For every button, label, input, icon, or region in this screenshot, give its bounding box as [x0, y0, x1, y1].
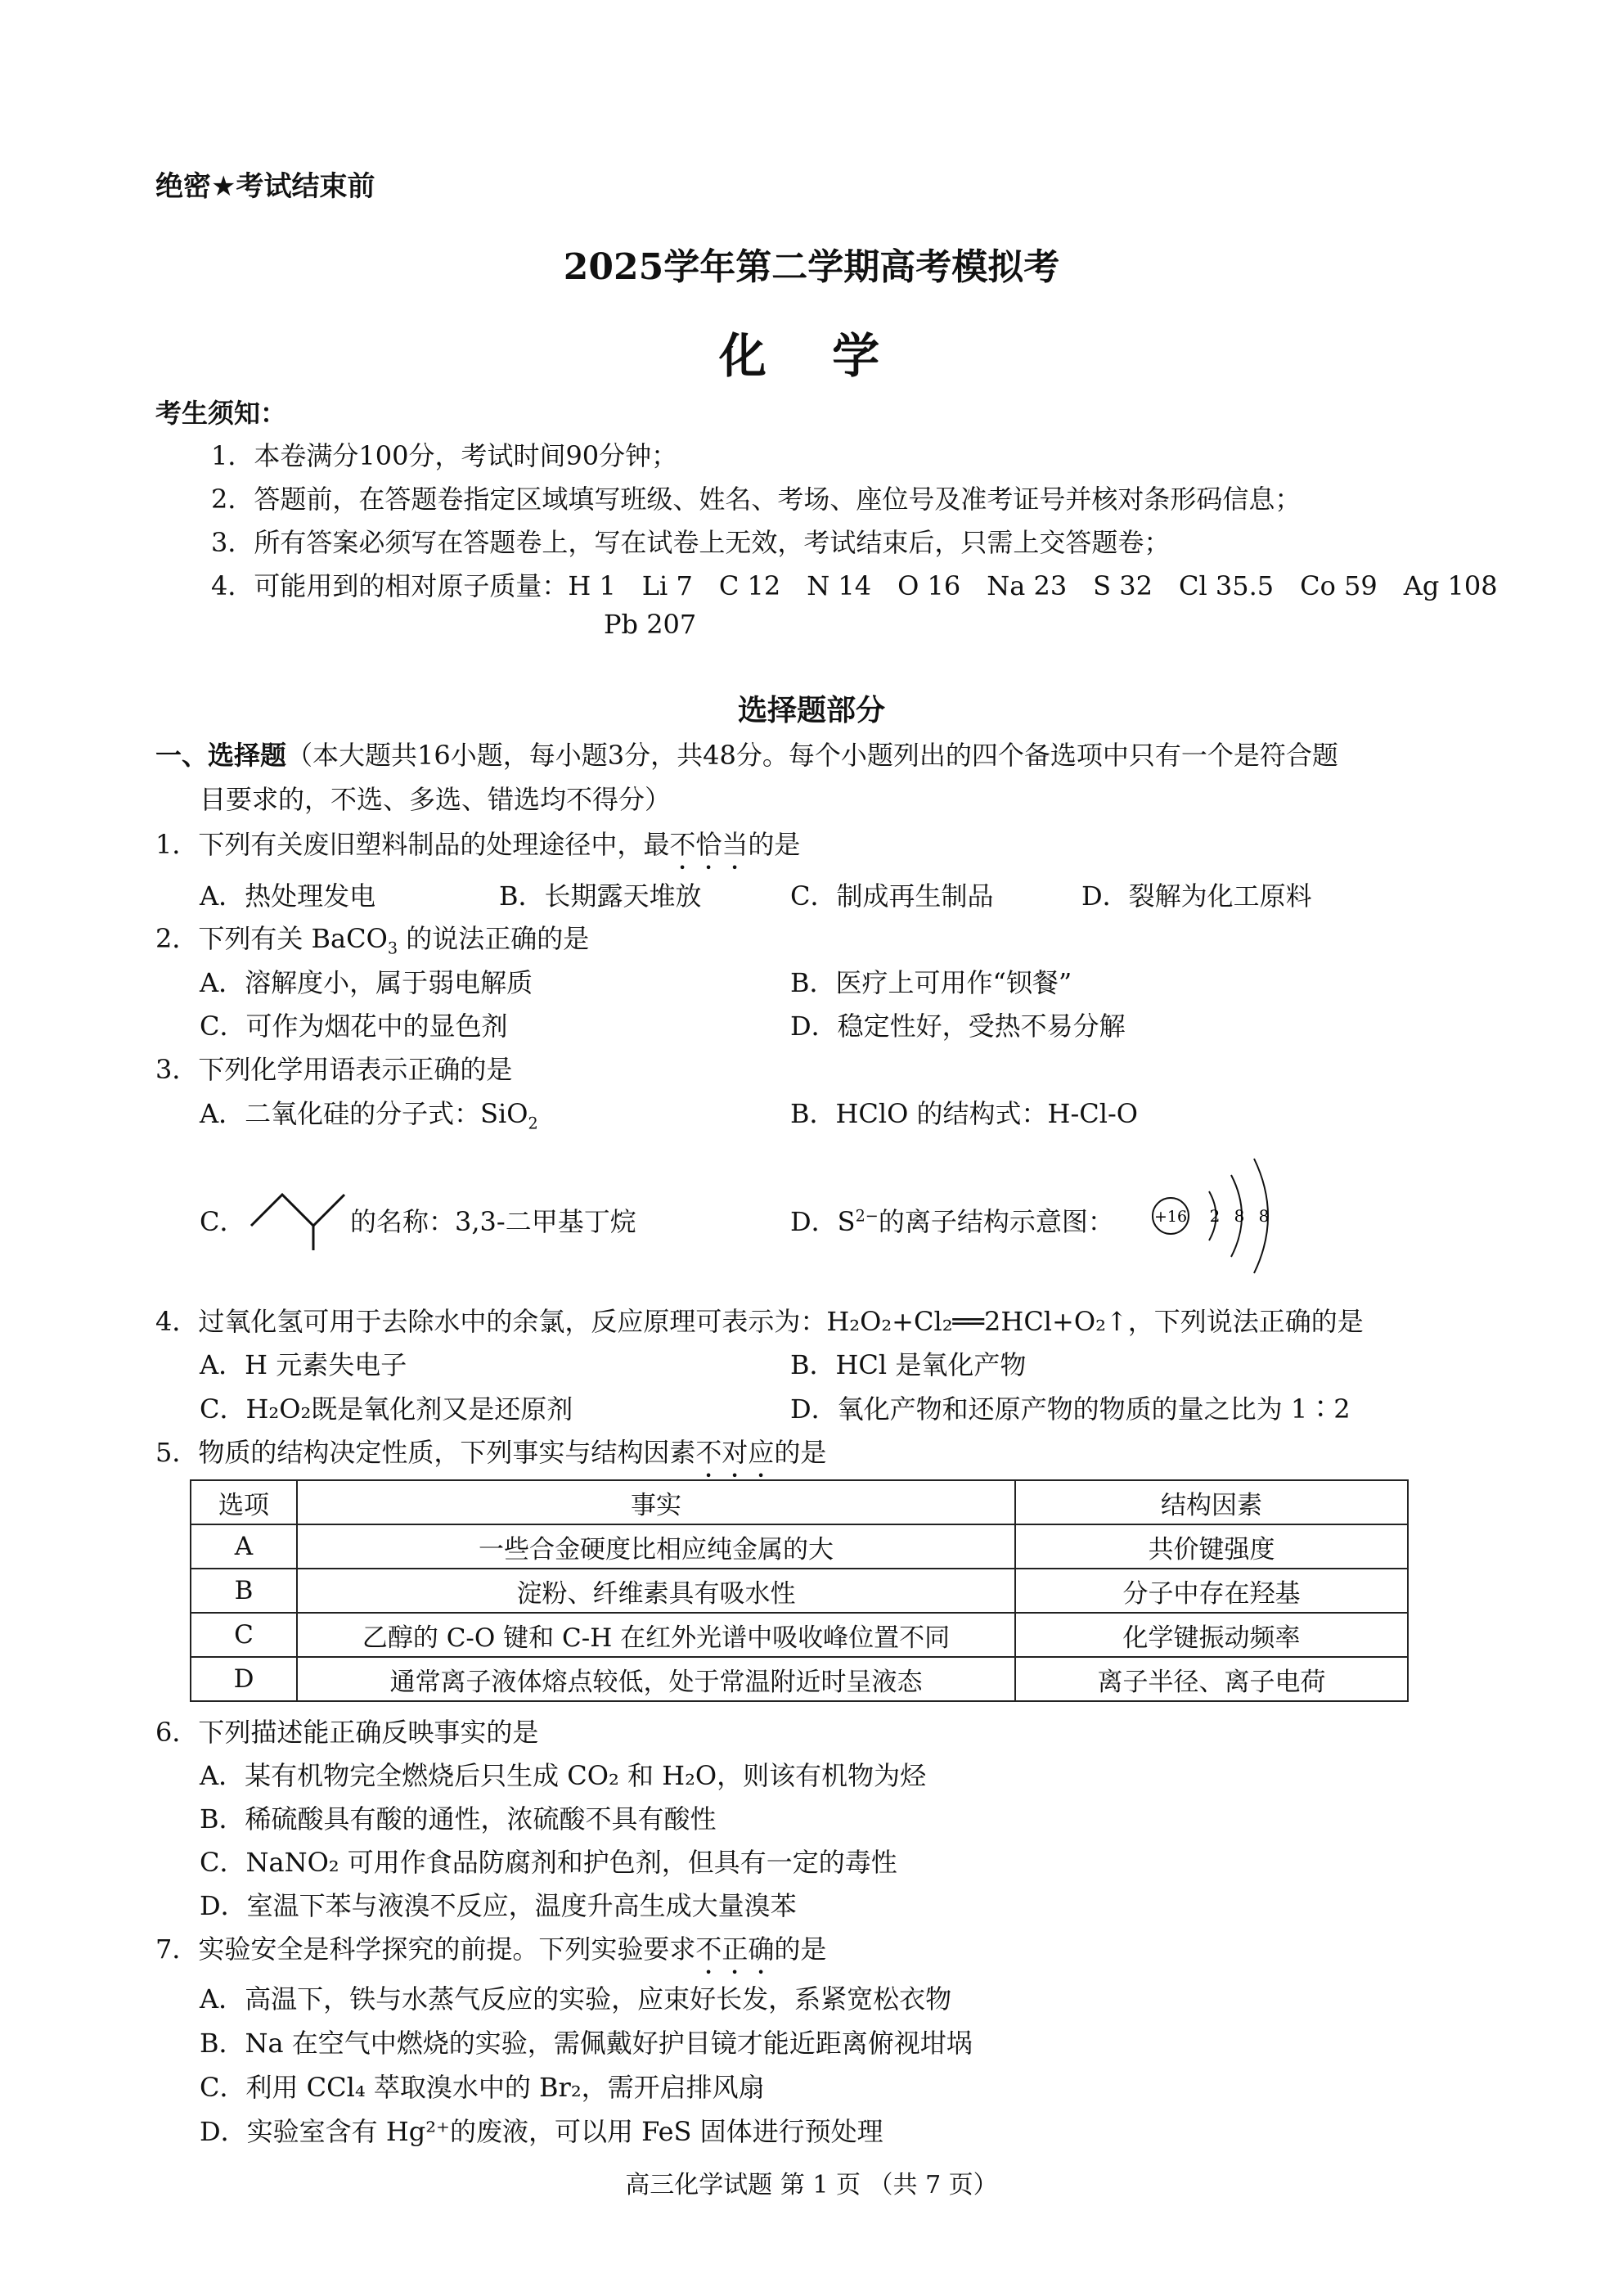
- q3-option-a-text: A．二氧化硅的分子式：SiO: [200, 1098, 528, 1129]
- q6-stem: 6．下列描述能正确反映事实的是: [155, 1717, 539, 1748]
- q7-option-c: C．利用 CCl₄ 萃取溴水中的 Br₂，需开启排风扇: [200, 2072, 765, 2103]
- notice-item-1: 1．本卷满分100分，考试时间90分钟；: [211, 440, 678, 471]
- exam-title: 2025学年第二学期高考模拟考: [563, 246, 1060, 288]
- q3-stem: 3．下列化学用语表示正确的是: [155, 1054, 513, 1085]
- table-cell: D: [191, 1657, 297, 1701]
- notice-item-3: 3．所有答案必须写在答题卷上，写在试卷上无效，考试结束后，只需上交答题卷；: [211, 527, 1171, 558]
- table-header-row: [191, 1480, 1408, 1524]
- table-header-option: 选项: [191, 1480, 297, 1524]
- q4-option-c: C．H₂O₂既是氧化剂又是还原剂: [200, 1393, 573, 1425]
- part1-heading: [155, 735, 1338, 772]
- q2-option-b: B．医疗上可用作“钡餐”: [790, 967, 1072, 998]
- table-cell: C: [191, 1613, 297, 1657]
- table-cell: 共价键强度: [1015, 1524, 1408, 1569]
- q3-option-a: [200, 1093, 538, 1132]
- q5-table: [190, 1479, 1409, 1702]
- subject-title: 化 学: [718, 328, 905, 384]
- secret-label: 绝密★考试结束前: [155, 170, 375, 203]
- table-cell: 淀粉、纤维素具有吸水性: [297, 1569, 1015, 1613]
- q1-option-d: D．裂解为化工原料: [1081, 880, 1312, 912]
- table-cell: 化学键振动频率: [1015, 1613, 1408, 1657]
- q6-option-c: C．NaNO₂ 可用作食品防腐剂和护色剂，但具有一定的毒性: [200, 1847, 897, 1878]
- table-row: [191, 1613, 1408, 1657]
- q1-stem: [155, 824, 800, 876]
- q5-stem: [155, 1432, 826, 1483]
- table-header-factor: 结构因素: [1015, 1480, 1408, 1524]
- shell-1-count: 2: [1209, 1206, 1221, 1226]
- q3-option-a-sub: 2: [528, 1114, 538, 1133]
- q2-option-d: D．稳定性好，受热不易分解: [790, 1011, 1126, 1042]
- q7-option-d: D．实验室含有 Hg²⁺的废液，可以用 FeS 固体进行预处理: [200, 2116, 883, 2147]
- q4-option-b: B．HCl 是氧化产物: [790, 1349, 1027, 1380]
- q6-option-a: A．某有机物完全燃烧后只生成 CO₂ 和 H₂O，则该有机物为烃: [200, 1760, 927, 1791]
- q2-stem: [155, 918, 589, 957]
- q2-option-c: C．可作为烟花中的显色剂: [200, 1011, 508, 1042]
- q1-emphasis: 不恰当: [669, 829, 749, 860]
- table-row: [191, 1657, 1408, 1701]
- nucleus-label: +16: [1153, 1208, 1188, 1226]
- page-footer: 高三化学试题 第 1 页 （共 7 页）: [625, 2171, 998, 2199]
- part1-desc: （本大题共16小题，每小题3分，共48分。每个小题列出的四个备选项中只有一个是符合题: [286, 740, 1338, 771]
- part1-desc-2: 目要求的，不选、多选、错选均不得分）: [200, 784, 672, 815]
- q6-option-d: D．室温下苯与液溴不反应，温度升高生成大量溴苯: [200, 1890, 797, 1921]
- q3-option-c-text: 的名称：3,3-二甲基丁烷: [350, 1206, 636, 1237]
- section-title: 选择题部分: [737, 694, 885, 727]
- q3-option-d-sup: 2−: [855, 1206, 879, 1226]
- q4-stem: 4．过氧化氢可用于去除水中的余氯，反应原理可表示为：H₂O₂+Cl₂══2HCl+O₂↑，下列说法正确的是: [155, 1306, 1364, 1337]
- q5-stem-end: 的是: [774, 1437, 827, 1468]
- q2-stem-text: 2．下列有关 BaCO: [155, 923, 388, 954]
- q3-option-d-text: 的离子结构示意图：: [878, 1206, 1114, 1237]
- skeletal-formula-icon: [250, 1178, 356, 1252]
- q1-option-b: B．长期露天堆放: [499, 880, 702, 912]
- q6-option-b: B．稀硫酸具有酸的通性，浓硫酸不具有酸性: [200, 1803, 717, 1835]
- ion-structure-diagram: [1141, 1146, 1288, 1285]
- notice-heading: 考生须知：: [155, 398, 287, 429]
- notice-item-2: 2．答题前，在答题卷指定区域填写班级、姓名、考场、座位号及准考证号并核对条形码信息；: [211, 484, 1302, 515]
- q7-stem-text: 7．实验安全是科学探究的前提。下列实验要求: [155, 1934, 696, 1965]
- q2-stem-sub: 3: [387, 939, 398, 958]
- q4-option-a: A．H 元素失电子: [200, 1349, 407, 1380]
- q7-option-b: B．Na 在空气中燃烧的实验，需佩戴好护目镜才能近距离俯视坩埚: [200, 2028, 973, 2059]
- table-cell: 通常离子液体熔点较低，处于常温附近时呈液态: [297, 1657, 1015, 1701]
- q3-option-b: B．HClO 的结构式：H-Cl-O: [790, 1098, 1139, 1129]
- q5-stem-text: 5．物质的结构决定性质，下列事实与结构因素: [155, 1437, 696, 1468]
- q3-option-d: [790, 1201, 1114, 1239]
- q1-option-c: C．制成再生制品: [790, 880, 994, 912]
- table-row: [191, 1524, 1408, 1569]
- notice-item-4: 4．可能用到的相对原子质量：H 1 Li 7 C 12 N 14 O 16 Na 23 S 32 Cl 35.5 Co 59 Ag 108: [211, 570, 1498, 601]
- table-cell: B: [191, 1569, 297, 1613]
- q7-emphasis: 不正确: [695, 1934, 775, 1965]
- q7-stem: [155, 1929, 826, 1980]
- table-cell: A: [191, 1524, 297, 1569]
- table-header-fact: 事实: [297, 1480, 1015, 1524]
- q7-option-a: A．高温下，铁与水蒸气反应的实验，应束好长发，系紧宽松衣物: [200, 1983, 952, 2015]
- q1-option-a: A．热处理发电: [200, 880, 376, 912]
- q3-option-d-label: D．S: [790, 1206, 856, 1237]
- table-cell: 分子中存在羟基: [1015, 1569, 1408, 1613]
- shell-2-count: 8: [1234, 1206, 1245, 1226]
- table-cell: 一些合金硬度比相应纯金属的大: [297, 1524, 1015, 1569]
- q1-stem-end: 的是: [748, 829, 801, 860]
- q2-option-a: A．溶解度小，属于弱电解质: [200, 967, 533, 998]
- table-cell: 乙醇的 C-O 键和 C-H 在红外光谱中吸收峰位置不同: [297, 1613, 1015, 1657]
- notice-item-4-cont: Pb 207: [604, 609, 697, 640]
- q2-stem-end: 的说法正确的是: [398, 923, 590, 954]
- table-cell: 离子半径、离子电荷: [1015, 1657, 1408, 1701]
- q4-option-d: D．氧化产物和还原产物的物质的量之比为 1∶2: [790, 1393, 1351, 1425]
- part1-label: 一、选择题: [155, 740, 287, 771]
- q7-stem-end: 的是: [774, 1934, 827, 1965]
- q1-stem-text: 1．下列有关废旧塑料制品的处理途径中，最: [155, 829, 670, 860]
- q5-emphasis: 不对应: [695, 1437, 775, 1468]
- shell-3-count: 8: [1258, 1206, 1270, 1226]
- table-row: [191, 1569, 1408, 1613]
- q3-option-c-label: C．: [200, 1206, 246, 1237]
